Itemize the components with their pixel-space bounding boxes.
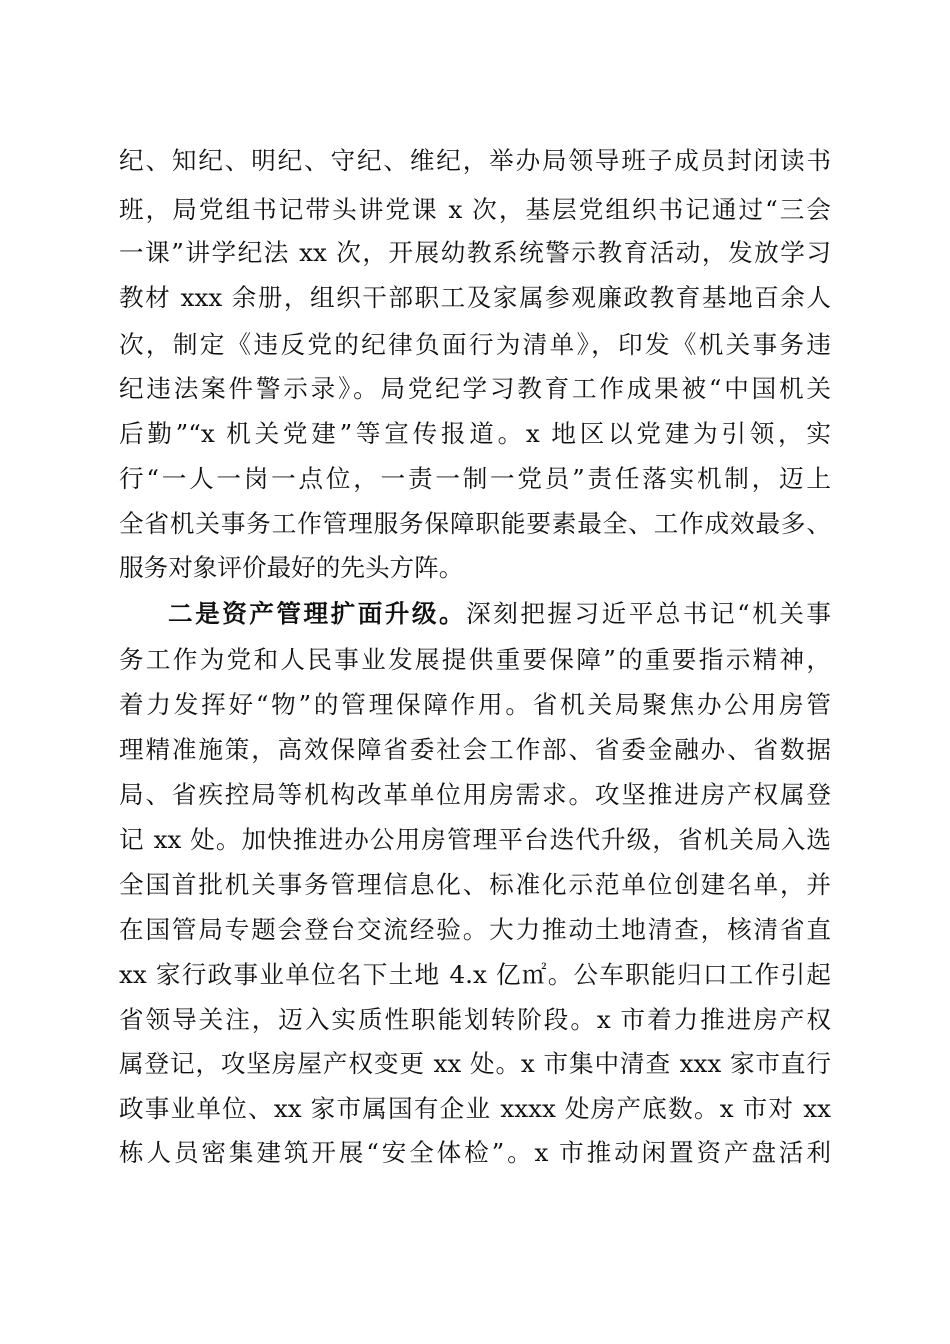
paragraph-1-line-2: 班，局党组书记带头讲党课 x 次，基层党组织书记通过“三会	[119, 195, 831, 224]
paragraph-1-line-6: 纪违法案件警示录》。局党纪学习教育工作成果被“中国机关	[119, 374, 831, 403]
paragraph-2-first-line-text: 深刻把握习近平总书记“机关事	[466, 599, 831, 628]
paragraph-1-line-10: 服务对象评价最好的先头方阵。	[119, 553, 464, 582]
paragraph-1-line-5: 次，制定《违反党的纪律负面行为清单》，印发《机关事务违	[119, 330, 831, 359]
paragraph-2-line-7: 全国首批机关事务管理信息化、标准化示范单位创建名单，并	[119, 870, 831, 899]
paragraph-1-line-4: 教材 xxx 余册，组织干部职工及家属参观廉政教育基地百余人	[119, 283, 831, 312]
paragraph-2-heading: 二是资产管理扩面升级。	[168, 599, 467, 628]
paragraph-2-line-9: xx 家行政事业单位名下土地 4.x 亿㎡。公车职能归口工作引起	[119, 960, 831, 989]
paragraph-2-line-1	[168, 594, 831, 634]
paragraph-2-line-3: 着力发挥好“物”的管理保障作用。省机关局聚焦办公用房管	[119, 690, 831, 719]
paragraph-1-line-7: 后勤”“x 机关党建”等宣传报道。x 地区以党建为引领，实	[119, 419, 831, 448]
paragraph-1-line-3: 一课”讲学纪法 xx 次，开展幼教系统警示教育活动，发放学习	[119, 238, 831, 267]
paragraph-1-line-8: 行“一人一岗一点位，一责一制一党员”责任落实机制，迈上	[119, 464, 831, 493]
paragraph-2-line-4: 理精准施策，高效保障省委社会工作部、省委金融办、省数据	[119, 735, 831, 764]
paragraph-2-line-13: 栋人员密集建筑开展“安全体检”。x 市推动闲置资产盘活利	[119, 1138, 831, 1167]
paragraph-2-line-8: 在国管局专题会登台交流经验。大力推动土地清查，核清省直	[119, 915, 831, 944]
paragraph-2-line-5: 局、省疾控局等机构改革单位用房需求。攻坚推进房产权属登	[119, 780, 831, 809]
paragraph-2-line-2: 务工作为党和人民事业发展提供重要保障”的重要指示精神，	[119, 645, 831, 674]
paragraph-1-line-9: 全省机关事务工作管理服务保障职能要素最全、工作成效最多、	[119, 509, 831, 538]
paragraph-2-line-10: 省领导关注，迈入实质性职能划转阶段。x 市着力推进房产权	[119, 1005, 831, 1034]
paragraph-2-line-11: 属登记，攻坚房屋产权变更 xx 处。x 市集中清查 xxx 家市直行	[119, 1049, 831, 1078]
paragraph-1-line-1: 纪、知纪、明纪、守纪、维纪，举办局领导班子成员封闭读书	[119, 146, 831, 175]
paragraph-2-line-6: 记 xx 处。加快推进办公用房管理平台迭代升级，省机关局入选	[119, 825, 831, 854]
paragraph-2-line-12: 政事业单位、xx 家市属国有企业 xxxx 处房产底数。x 市对 xx	[119, 1094, 831, 1123]
